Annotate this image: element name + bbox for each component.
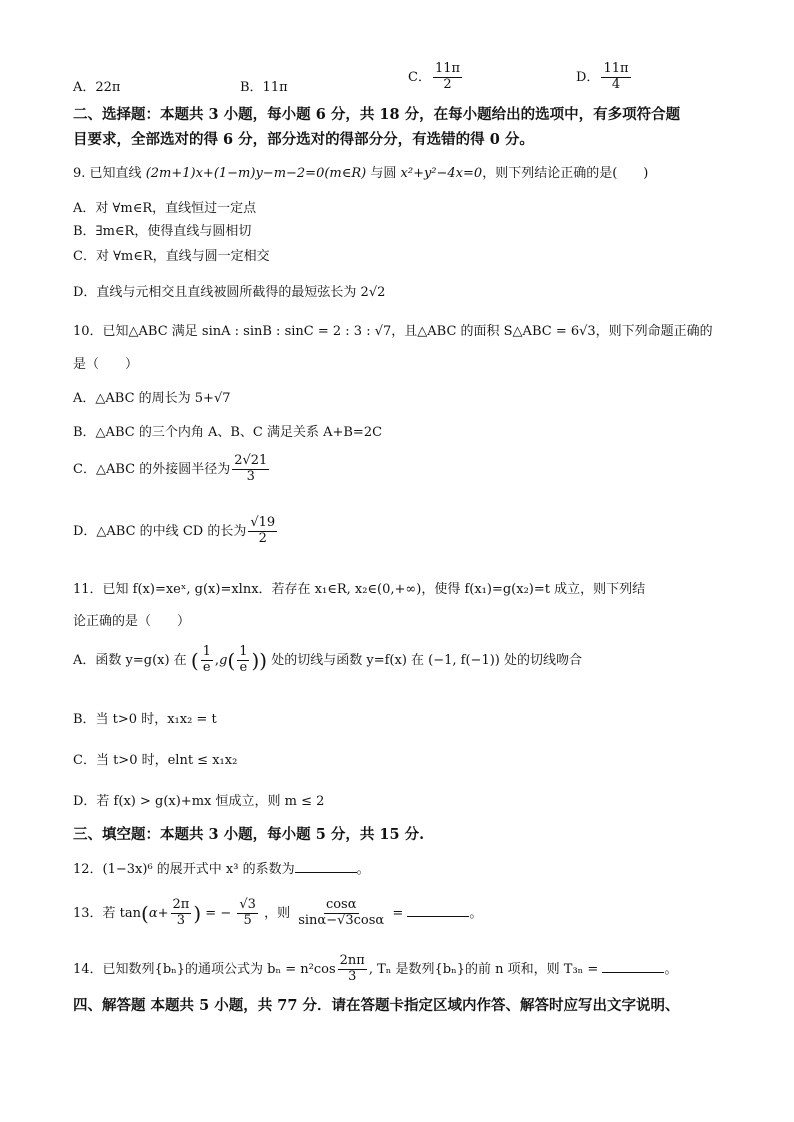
fraction-numerator: √19 — [250, 515, 276, 530]
paren-open: ( — [141, 901, 149, 926]
paren-close: ) — [193, 901, 202, 926]
fraction-numerator: 11π — [434, 61, 461, 76]
fraction-denominator: sinα−√3cosα — [298, 912, 385, 928]
q8-option-c-prefix: C． — [408, 69, 431, 85]
q9-stem-suffix: ，则下列结论正确的是( ) — [482, 166, 649, 181]
q10-option-c-text: C．△ABC 的外接圆半径为 — [73, 461, 231, 477]
paren-open: ( — [190, 648, 199, 673]
q11-option-c: C．当 t>0 时，elnt ≤ x₁x₂ — [73, 753, 238, 768]
paren-inner-close: ) — [251, 648, 260, 673]
q9-line-equation: (2m+1)x+(1−m)y−m−2=0(m∈R) — [145, 166, 367, 181]
q12-end: 。 — [356, 862, 370, 877]
q12-text: 12．(1−3x)⁶ 的展开式中 x³ 的系数为 — [73, 862, 295, 877]
q11-stem-line1: 11．已知 f(x)=xeˣ, g(x)=xlnx．若存在 x₁∈R, x₂∈(0,+∞)，使得 f(x₁)=g(x₂)=t 成立，则下列结 — [73, 582, 646, 597]
section4-title: 四、解答题 本题共 5 小题，共 77 分．请在答题卡指定区域内作答、解答时应写出文字说明、 — [73, 997, 680, 1014]
fraction-numerator: 11π — [603, 61, 629, 76]
q9-stem-mid: 与圆 — [370, 166, 397, 181]
q10-option-d — [73, 516, 279, 547]
q11-stem-line2: 论正确的是（ ） — [73, 614, 191, 629]
q11-option-a-fraction-2 — [237, 645, 249, 676]
q9-stem-prefix: 9. 已知直线 — [73, 166, 142, 181]
q8-option-d-prefix: D． — [576, 69, 600, 85]
q13-prefix: 13．若 tan — [73, 905, 142, 921]
q10-option-d-text: D．△ABC 的中线 CD 的长为 — [73, 523, 247, 539]
q10-stem-line2: 是（ ） — [73, 357, 139, 372]
q12 — [73, 860, 370, 878]
q10-option-c-fraction — [232, 454, 269, 485]
q11-option-a-fraction — [201, 645, 213, 676]
q8-option-a: A．22π — [73, 80, 121, 95]
fraction-denominator: 2 — [258, 530, 267, 546]
q10-option-b: B．△ABC 的三个内角 A、B、C 满足关系 A+B=2C — [73, 425, 383, 440]
q10-stem-line1: 10．已知△ABC 满足 sinA : sinB : sinC = 2 : 3 : √7，且△ABC 的面积 S△ABC = 6√3，则下列命题正确的 — [73, 324, 713, 339]
q8-option-c — [408, 62, 464, 93]
fraction-numerator: cosα — [325, 897, 357, 912]
fraction-denominator: 4 — [611, 76, 621, 92]
q14-cos-fraction — [338, 954, 367, 985]
q11-option-a-rest: 处的切线与函数 y=f(x) 在 (−1, f(−1)) 处的切线吻合 — [271, 652, 582, 668]
q13-mid: ，则 — [264, 905, 291, 921]
q14-end: 。 — [664, 961, 678, 977]
paren-inner-open: ( — [227, 648, 236, 673]
q9-option-a: A．对 ∀m∈R，直线恒过一定点 — [73, 201, 257, 216]
q11-option-b: B．当 t>0 时，x₁x₂ = t — [73, 712, 217, 727]
fraction-numerator: 2nπ — [339, 953, 365, 968]
fraction-denominator: 2 — [443, 76, 452, 92]
fraction-denominator: e — [202, 659, 211, 675]
q8-option-d-fraction — [601, 62, 630, 93]
section2-line2: 目要求，全部选对的得 6 分，部分选对的得部分分，有选错的得 0 分。 — [73, 131, 534, 148]
q11-option-a: A．函数 y=g(x) 在 ( $\frac{1}{e}$ ,g( $\frac{1}{e}$ )) 处的切线与函数 y=f(x) 在 (−1, f(−1)) 处的切线吻合 — [73, 644, 582, 675]
q13-angle-fraction — [171, 898, 192, 929]
q8-option-b: B．11π — [240, 80, 288, 95]
q13: 13．若 tan(α+ $\frac{2\pi}{3}$ ) = − $\frac{√3}{5}$ ，则 $\frac{\cos\alpha}{\sin\alpha-√3\cos\alpha}$ = 。 — [73, 897, 483, 928]
q14 — [73, 954, 677, 985]
section3-title: 三、填空题：本题共 3 小题，每小题 5 分，共 15 分. — [73, 826, 425, 843]
q8-option-d — [576, 62, 633, 93]
q9-option-c: C．对 ∀m∈R，直线与圆一定相交 — [73, 249, 270, 264]
q10-option-c — [73, 454, 271, 485]
fraction-numerator: 2π — [172, 897, 190, 912]
fraction-numerator: 1 — [239, 644, 248, 659]
q9-circle-equation: x²+y²−4x=0 — [400, 166, 483, 181]
fraction-denominator: 3 — [348, 968, 357, 984]
paren-close: ) — [259, 648, 268, 673]
q12-answer-blank[interactable] — [295, 860, 357, 873]
fraction-numerator: √3 — [239, 897, 256, 912]
q10-option-a: A．△ABC 的周长为 5+√7 — [73, 391, 231, 406]
q13-answer-blank[interactable] — [407, 904, 469, 917]
q14-mid: , Tₙ 是数列{bₙ}的前 n 项和，则 T₃ₙ = — [368, 961, 599, 977]
section2-line1: 二、选择题：本题共 3 小题，每小题 6 分，共 18 分，在每小题给出的选项中，有多项符合题 — [73, 106, 681, 123]
q8-option-c-fraction — [433, 62, 462, 93]
q11-option-d: D．若 f(x) > g(x)+mx 恒成立，则 m ≤ 2 — [73, 794, 325, 809]
q11-option-a-prefix: A．函数 y=g(x) 在 — [73, 652, 187, 668]
q13-target-fraction — [296, 898, 386, 929]
q10-option-d-fraction — [248, 516, 277, 547]
q13-rhs-fraction — [237, 898, 258, 929]
q14-prefix: 14．已知数列{bₙ}的通项公式为 bₙ = n²cos — [73, 961, 336, 977]
q9-option-b: B．∃m∈R，使得直线与圆相切 — [73, 224, 252, 239]
fraction-denominator: 3 — [246, 468, 255, 484]
q14-answer-blank[interactable] — [602, 960, 664, 973]
q13-end: 。 — [469, 905, 483, 921]
fraction-denominator: 5 — [243, 912, 252, 928]
fraction-numerator: 2√21 — [234, 453, 268, 468]
q9-option-d: D．直线与元相交且直线被圆所截得的最短弦长为 2√2 — [73, 285, 386, 300]
q9-stem — [73, 166, 648, 182]
fraction-denominator: e — [239, 659, 248, 675]
fraction-numerator: 1 — [202, 644, 211, 659]
fraction-denominator: 3 — [176, 912, 186, 928]
